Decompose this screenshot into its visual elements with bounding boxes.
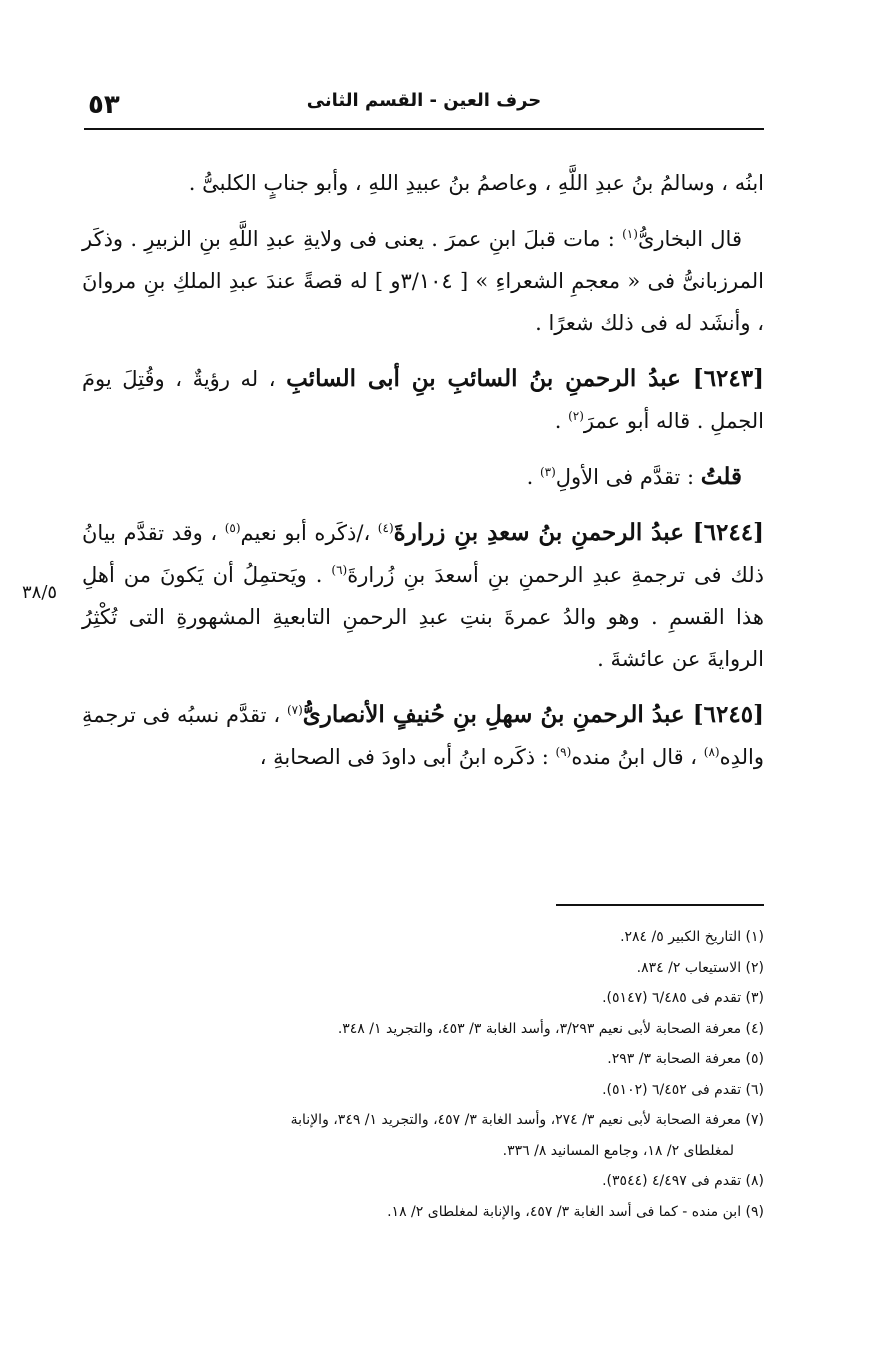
footnote-8: (٨) تقدم فى ٤/٤٩٧ (٣٥٤٤). [602,1173,764,1189]
page-header [84,84,764,130]
entry-6244 [82,512,764,680]
footnote-ref-1: (١) [622,227,638,241]
paragraph-2 [82,218,764,344]
running-head: حرف العين - القسم الثانى [306,90,542,111]
qult-text-b: . [526,465,540,489]
footnote-ref-4: (٤) [377,521,394,535]
page-number: ٥٣ [88,90,120,120]
qult-paragraph [82,456,764,498]
entry-6245 [82,694,764,778]
paragraph-1: ابنُه ، وسالمُ بنُ عبدِ اللَّهِ ، وعاصمُ بنُ عبيدِ اللهِ ، وأبو جنابٍ الكلبىُّ . [188,171,764,195]
qult-heading: قلتُ [700,463,742,490]
entry-6243-text-b: . [554,409,569,433]
p2-text-b: : مات قبلَ ابنِ عمرَ . يعنى فى ولايةِ عبدِ اللَّهِ بنِ الزبيرِ . وذكَر المرزبانىُّ فى « معجمِ الشعراءِ » [ ٣/١٠٤و ] له قصةً عندَ عبدِ الملكِ بنِ مروانَ ، وأنشَد له فى ذلك شعرًا . [82,227,764,335]
entry-6245-text-c: : ذكَره ابنُ أبى داودَ فى الصحابةِ ، [259,745,556,769]
footnote-5: (٥) معرفة الصحابة ٣/ ٢٩٣. [607,1051,764,1067]
footnote-4: (٤) معرفة الصحابة لأبى نعيم ٣/٢٩٣، وأسد الغابة ٣/ ٤٥٣، والتجريد ١/ ٣٤٨. [337,1020,764,1037]
margin-note: ٣٨/٥ [22,582,58,603]
footnote-3: (٣) تقدم فى ٦/٤٨٥ (٥١٤٧). [602,990,764,1006]
entry-6245-text-a: ، تقدَّم نسبُه فى ترجمةِ والدِه [82,703,764,769]
p2-text-a: قال البخارىُّ [637,227,742,251]
entry-6244-text-c: . ويَحتمِلُ أن يَكونَ من أهلِ هذا القسمِ . وهو والدُ عمرةَ بنتِ عبدِ الرحمنِ التابعيةِ المشهورةِ التى تُكْثِرُ الروايةَ عن عائشةَ . [82,563,764,671]
qult-text-a: : تقدَّم فى الأولِ [555,465,701,489]
entry-6243-text-a: ، له رؤيةٌ ، وقُتِلَ يومَ الجملِ . قاله أبو عمرَ [82,367,764,433]
entry-6243-heading: [٦٢٤٣] عبدُ الرحمنِ بنُ السائبِ بنِ أبى السائبِ [286,365,764,392]
main-text [82,162,764,792]
footnote-2: (٢) الاستيعاب ٢/ ٨٣٤. [636,959,764,976]
footnote-ref-5: (٥) [224,521,241,535]
footnote-ref-9: (٩) [555,745,572,759]
footnote-7-continued: لمغلطاى ٢/ ١٨، وجامع المسانيد ٨/ ٣٣٦. [502,1142,734,1159]
footnote-ref-8: (٨) [703,745,720,759]
footnote-1: (١) التاريخ الكبير ٥/ ٢٨٤. [620,929,764,945]
footnote-6: (٦) تقدم فى ٦/٤٥٢ (٥١٠٢). [602,1081,764,1098]
footnote-ref-3: (٣) [539,465,556,479]
entry-6244-heading: [٦٢٤٤] عبدُ الرحمنِ بنُ سعدِ بنِ زرارةَ [393,519,764,546]
footnote-ref-6: (٦) [331,563,348,577]
entry-6244-text-a: ،/ذكَره أبو نعيم [240,521,378,545]
footnotes [82,922,764,1227]
entry-6243 [82,358,764,442]
entry-6244-text-b: ، وقد تقدَّم بيانُ ذلك فى ترجمةِ عبدِ الرحمنِ بنِ أسعدَ بنِ زُرارةَ [82,521,764,587]
entry-6245-heading: [٦٢٤٥] عبدُ الرحمنِ بنُ سهلِ بنِ حُنيفٍ الأنصارىُّ [302,701,764,728]
footnote-ref-7: (٧) [286,703,303,717]
entry-6245-text-b: ، قال ابنُ منده [571,745,704,769]
footnote-ref-2: (٢) [568,409,584,423]
footnote-9: (٩) ابن منده - كما فى أسد الغابة ٣/ ٤٥٧، والإنابة لمغلطاى ٢/ ١٨. [387,1203,764,1220]
footnote-separator [556,904,764,906]
footnote-7: (٧) معرفة الصحابة لأبى نعيم ٣/ ٢٧٤، وأسد الغابة ٣/ ٤٥٧، والتجريد ١/ ٣٤٩، والإنابة [290,1112,764,1128]
